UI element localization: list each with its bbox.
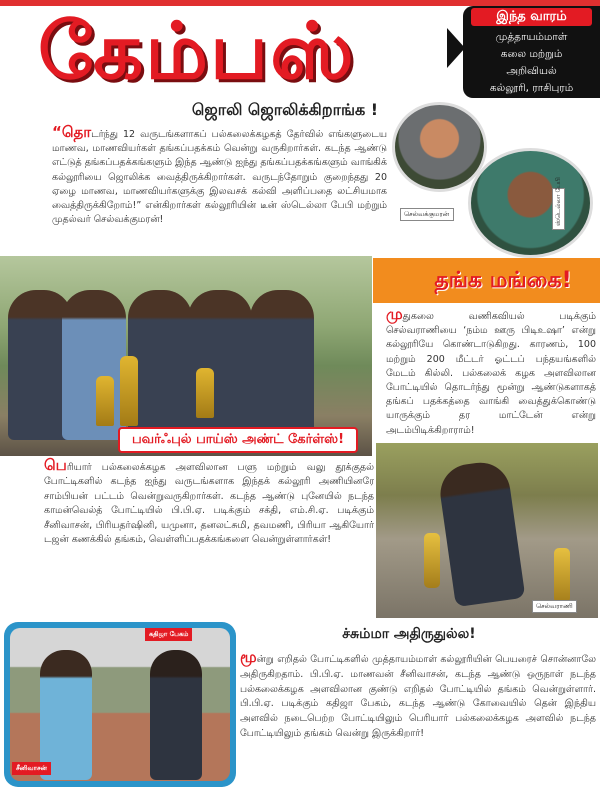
story1-title: ஜொலி ஜொலிக்கிறாங்க ! [191,100,379,119]
college-line: அறிவியல் [506,65,557,77]
boy-caption: சீனிவாசன் [12,762,51,775]
trophy-icon [96,376,114,426]
story2-dropcap: மு [386,305,403,323]
story4-text: ன்று எறிதல் போட்டிகளில் முத்தாயம்மாள் கல்லூரியின் பெயரைச் சொன்னாலே அதிருகிறதாம். பி.பி.ஏ. மாணவன் சீனிவாசன், கடந்த ஆண்டு ஒருநாள் நடந்த பல்கலைக்கழக அளவிலான குண்டு எறிதல் போட்டியில் தங்கம் வென்றுள்ளார். பி.பி.ஏ. படிக்கும் கதிஜா பேகம், கடந்த ஆண்டு கோவையில் தென் இந்திய அளவில் நடைபெற்ற போட்டியிலும் பெரியார் பல்கலைக்கழக அளவில் நடந்த போட்டியிலும் தங்கம் வென்று இருக்கிறார்! [240,654,596,739]
story3-body [44,458,374,613]
college-box [463,6,600,98]
girl-caption: கதிஜா பேகம் [145,628,192,641]
athlete-figure [40,650,92,780]
story1-body [52,125,387,255]
throwers-photo [10,628,230,781]
trophy-icon [120,356,138,426]
story3-dropcap: பெ [44,456,67,474]
athlete-figure [250,290,314,440]
dean-caption: ஸ்டெல்லா பேபி [552,188,565,230]
story4-body [240,650,596,760]
story2-title: தங்க மங்கை! [434,268,572,293]
athlete-figure [62,290,126,440]
story2-text: துகலை வணிகவியல் படிக்கும் செல்வராணியை ‘நம்ம ஊரு பிடிஉஷா’ என்று கல்லூரியே கொண்டாடுகிறது. காரணம், 100 மற்றும் 200 மீட்டர் ஓட்டப் பந்தயங்களில் மேடம் கில்லி. பல்கலைக் கழக அளவிலான போட்டியில் தொடர்ந்து மூன்று ஆண்டுகளாகத் தங்கப் பதக்கத்தை வாங்கி வைத்துக்கொண்டு யாருக்கும் தர மாட்டேன் என்று அடம்பிடிக்கிறாராம்! [386,311,596,436]
story3-banner: பவர்ஃபுல் பாய்ஸ் அண்ட் கேர்ள்ஸ்! [118,427,358,453]
trophy-icon [196,368,214,418]
story1-text: டர்ந்து 12 வருடங்களாகப் பல்கலைக்கழகத் தேர்வில் எங்களுடைய மாணவ, மாணவியர்கள் தங்கப்பதக்கம் வென்று வருகிறார்கள். கடந்த ஆண்டு எட்டுத் தங்கப்பதக்கங்களும் இந்த ஆண்டு ஐந்து தங்கப்பதக்கங்களும் வாங்கிக் கல்லூரியை ஜொலிக்க வைத்திருக்கிறார்கள். வருடந்தோறும் குறைந்தது 20 ஏழை மாணவ, மாணவியர்களுக்கு இலவசக் கல்வி அளிப்பதை லட்சியமாக வைத்திருக்கிறோம்!” என்கிறார்கள் கல்லூரியின் டீன் ஸ்டெல்லா பேபி மற்றும் முதல்வர் செல்வக்குமரன்! [52,129,387,226]
story4-dropcap: மூ [240,648,257,666]
college-line: கலை மற்றும் [500,48,563,60]
runner-photo [376,443,598,618]
team-photo [0,256,372,456]
week-label: இந்த வாரம் [471,8,592,26]
story1-dropcap: “தொ [52,123,92,141]
runner-figure [437,459,526,607]
college-line: கல்லூரி, ராசிபுரம் [489,82,574,94]
principal-caption: செல்வக்குமரன் [400,208,454,221]
dean-photo [468,148,593,258]
story4-title: ச்சும்மா அதிருதுல்ல! [342,626,476,642]
trophy-icon [424,533,440,588]
story3-text: ரியார் பல்கலைக்கழக அளவிலான பளு மற்றும் வலு தூக்குதல் போட்டிகளில் கடந்த ஐந்து வருடங்களாக இந்தக் கல்லூரி அணியினரே சாம்பியன் பட்டம் வென்றுவருகிறார்கள். கடந்த ஆண்டு புனேயில் நடந்த காமன்வெல்த் போட்டியில் பி.பி.ஏ. படிக்கும் சக்தி, எம்.சி.ஏ. படிக்கும் சீனிவாசன், பிரியதர்ஷினி, யமுனா, தனலட்சுமி, தவமணி, பிரியா ஆகியோர் டஜன் கணக்கில் தங்கம், வெள்ளிப்பதக்கங்களை வென்றுள்ளார்கள்! [44,462,374,546]
athlete-figure [150,650,202,780]
principal-photo [392,102,487,192]
story2-body [386,307,596,442]
trophy-icon [554,548,570,603]
college-line: முத்தாயம்மாள் [495,31,568,43]
section-brand-title: கேம்பஸ் [38,7,356,97]
runner-caption: செல்வராணி [532,600,577,613]
